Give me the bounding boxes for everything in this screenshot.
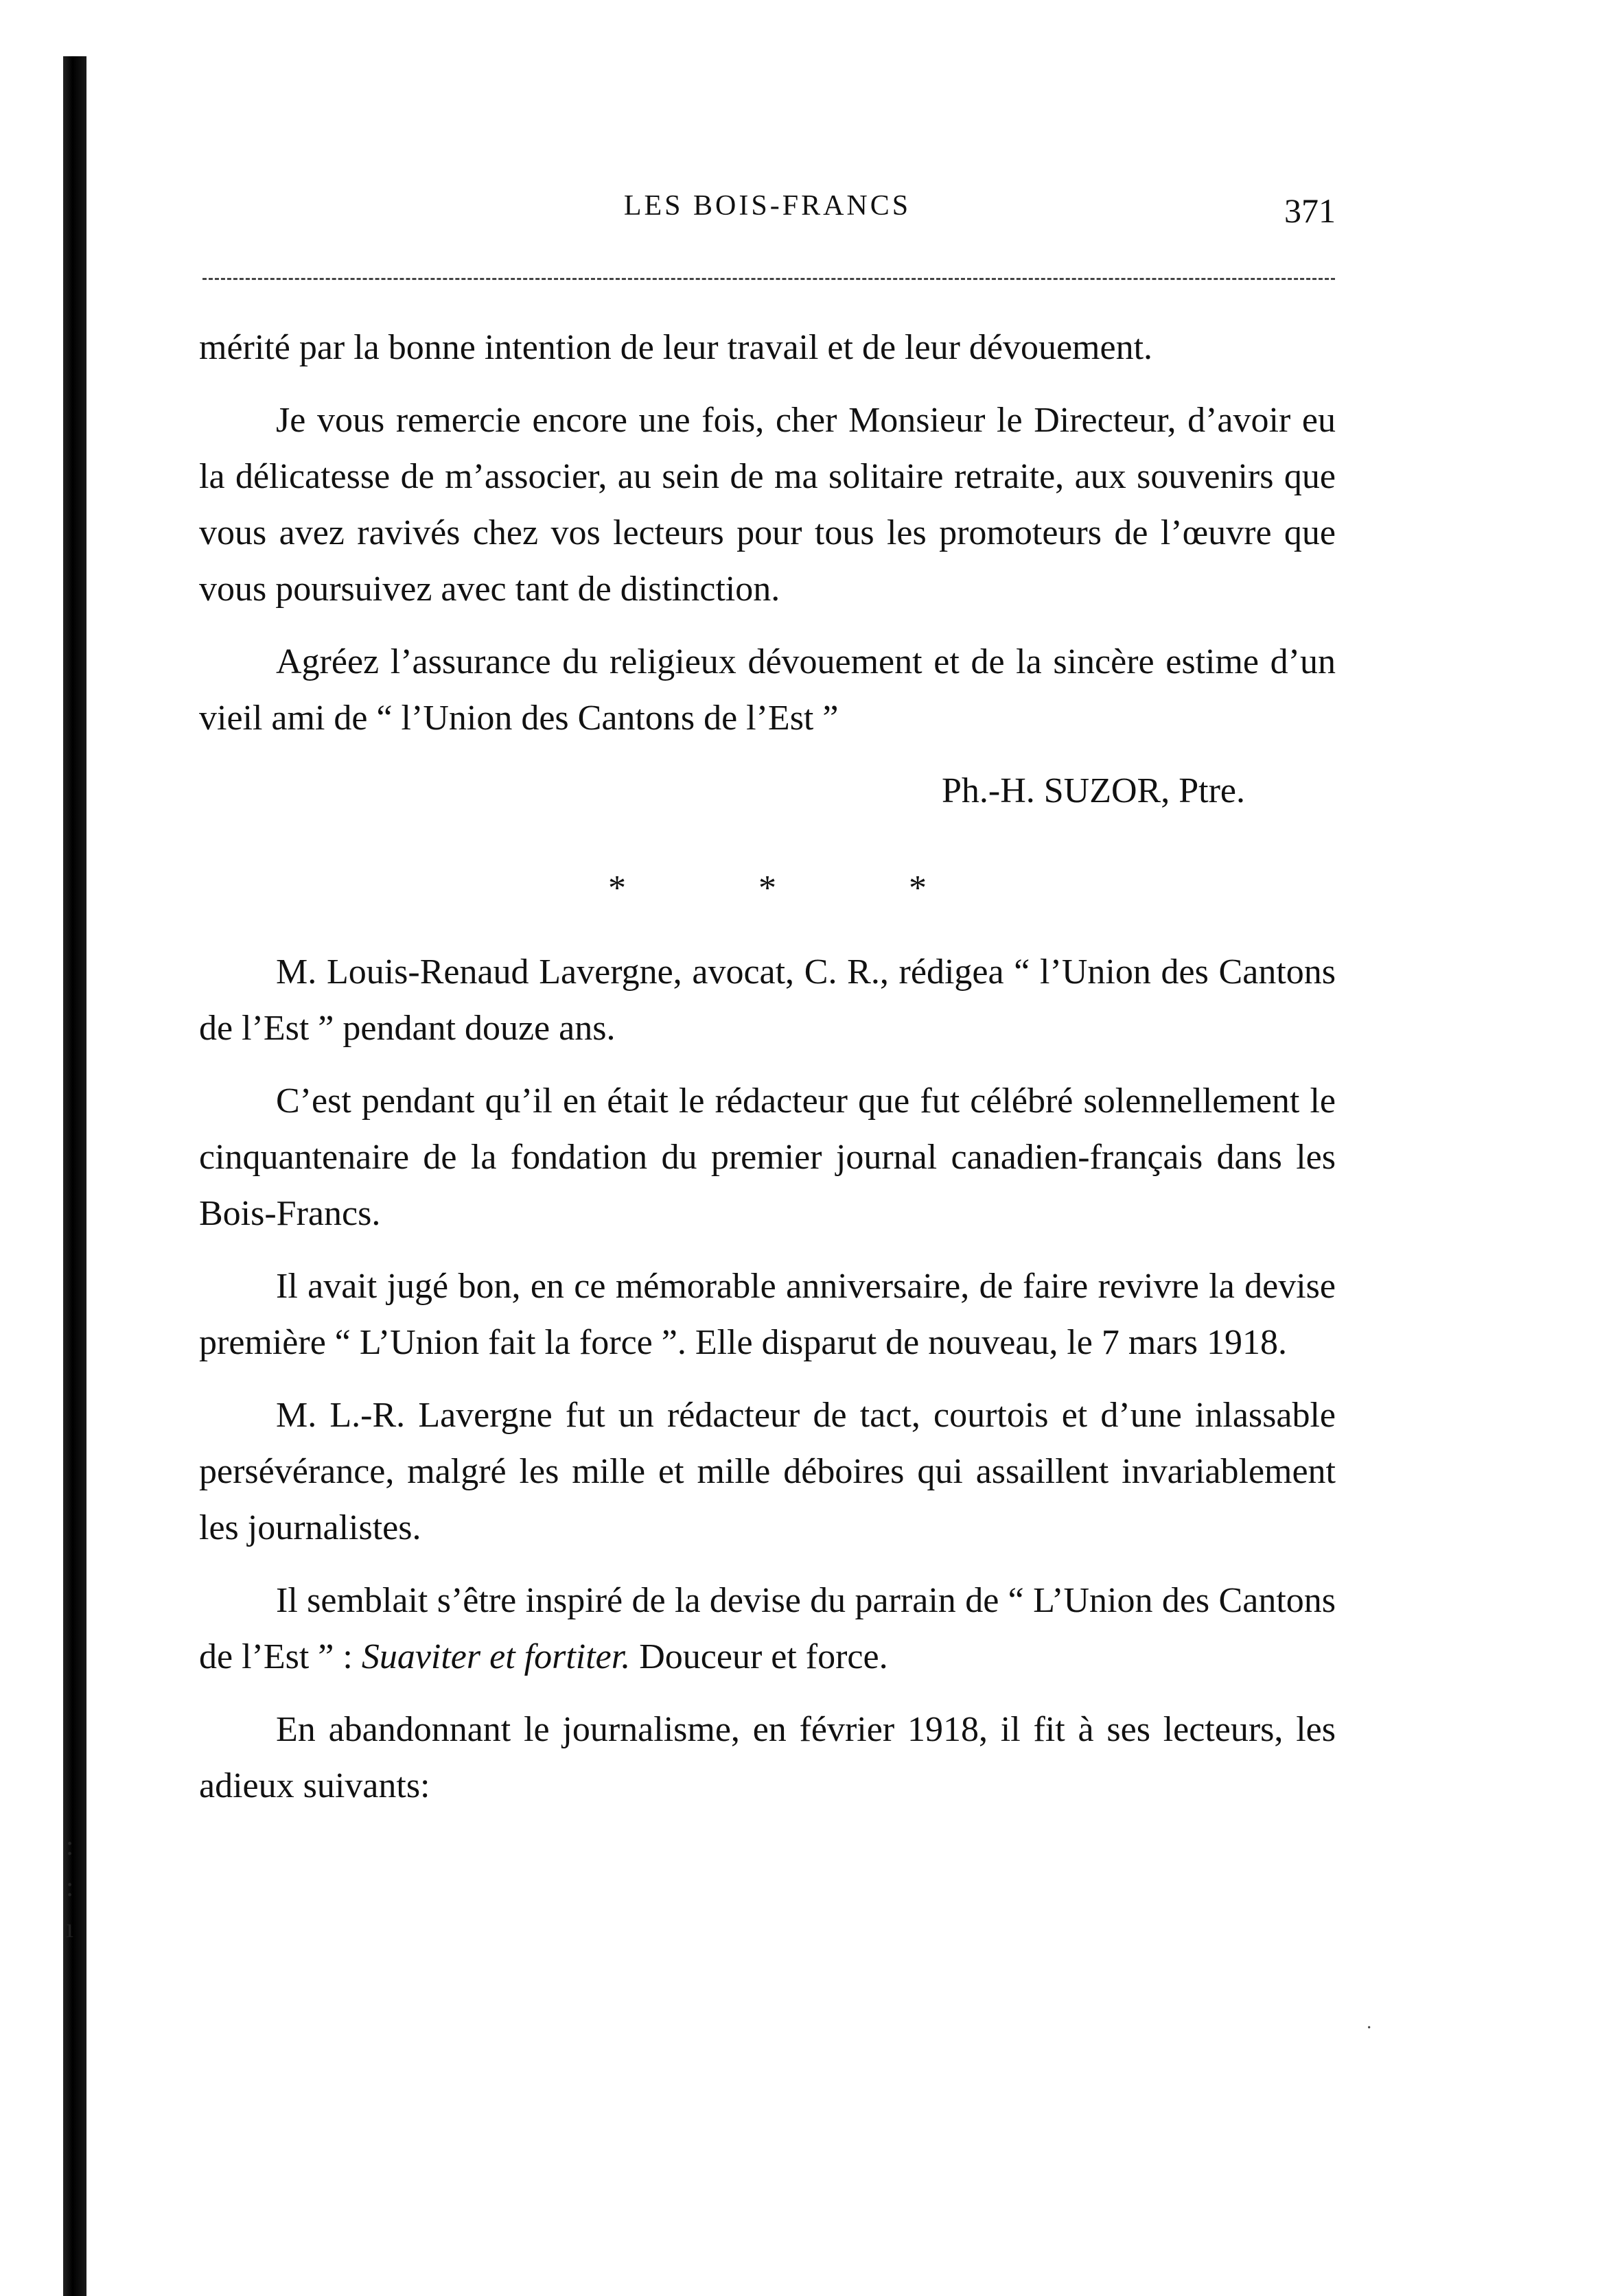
- letter-paragraph-2: Je vous remercie encore une fois, cher Monsieur le Directeur, d’avoir eu la délicatesse de m’associer, au sein de ma solitaire retraite, aux souvenirs que vous avez ravivés chez vos lecteurs pour tous les promoteurs de l’œuvre que vous poursuivez avec tant de distinction.: [199, 401, 1336, 609]
- paragraph-5-translation: Douceur et force.: [630, 1637, 888, 1676]
- letter-paragraph-1: mérité par la bonne intention de leur travail et de leur dévouement.: [199, 328, 1153, 367]
- binding-marks: : : ı: [66, 1830, 74, 1943]
- header-rule: [202, 278, 1335, 280]
- stray-mark: ·: [1366, 2017, 1373, 2039]
- article-paragraph-4: M. L.-R. Lavergne fut un rédacteur de tact, courtois et d’une inlassable persévérance, malgré les mille et mille déboires qui assaillent invariablement les journalistes.: [199, 1396, 1336, 1547]
- letter-paragraph-3: Agréez l’assurance du religieux dévouement et de la sincère estime d’un vieil ami de “ l’Union des Cantons de l’Est ”: [199, 642, 1336, 738]
- running-head: [199, 189, 1336, 231]
- article-paragraph-6: En abandonnant le journalisme, en février 1918, il fit à ses lecteurs, les adieux suivants:: [199, 1710, 1336, 1805]
- paragraph-5-text: Il semblait s’être inspiré de la devise du parrain de “ L’Union des Cantons de l’Est ” :: [199, 1581, 1336, 1676]
- motto: Suaviter et fortiter.: [361, 1637, 631, 1676]
- article-paragraph-1: M. Louis-Renaud Lavergne, avocat, C. R., rédigea “ l’Union des Cantons de l’Est ” pendant douze ans.: [199, 952, 1336, 1048]
- page-body: [199, 320, 1336, 1831]
- binding-edge: [63, 56, 86, 2296]
- signature: Ph.-H. SUZOR, Ptre.: [941, 771, 1245, 810]
- page-number: 371: [1284, 191, 1336, 230]
- article-paragraph-3: Il avait jugé bon, en ce mémorable anniversaire, de faire revivre la devise première “ L’Union fait la force ”. Elle disparut de nouveau, le 7 mars 1918.: [199, 1267, 1336, 1362]
- running-title: LES BOIS-FRANCS: [623, 190, 912, 222]
- section-separator: * * *: [608, 869, 988, 908]
- article-paragraph-2: C’est pendant qu’il en était le rédacteur que fut célébré solennellement le cinquantenaire de la fondation du premier journal canadien-français dans les Bois-Francs.: [199, 1081, 1336, 1233]
- article-paragraph-5: [199, 1573, 1336, 1685]
